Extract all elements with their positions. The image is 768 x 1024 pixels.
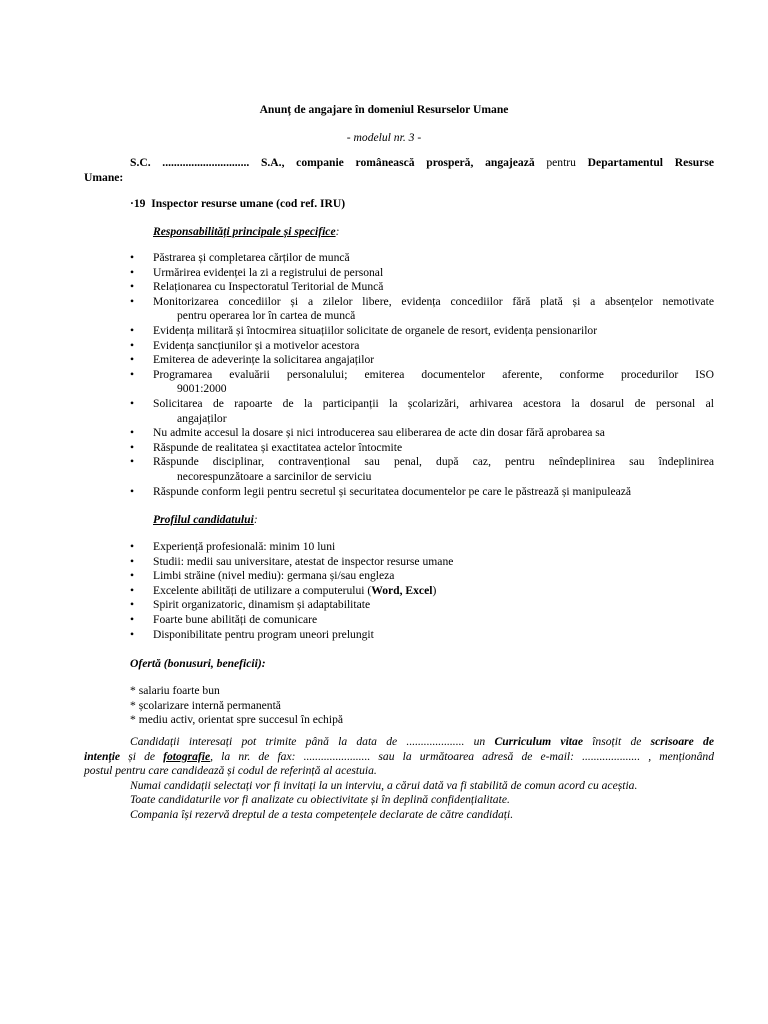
closing-interview: Numai candidații selectați vor fi invitați la un interviu, a cărui dată va fi stabilită de comun acord cu aceștia. — [130, 778, 638, 792]
offer-item: * mediu activ, orientat spre succesul în echipă — [130, 713, 344, 727]
responsibility-text-cont: necorespunzătoare a sarcinilor de serviciu — [177, 469, 372, 483]
intro-line-1 — [84, 156, 714, 171]
responsibility-item — [130, 368, 714, 397]
profile-item — [130, 598, 714, 613]
profile-text: Disponibilitate pentru program uneori prelungit — [153, 627, 374, 641]
responsibility-item — [130, 266, 714, 281]
bullet-icon: • — [130, 627, 135, 641]
bullet-icon: • — [130, 554, 135, 568]
profile-list — [130, 540, 714, 642]
responsibility-text: Emiterea de adeverințe la solicitarea angajaților — [153, 353, 375, 367]
profile-text: Spirit organizatoric, dinamism și adaptabilitate — [153, 598, 371, 612]
responsibility-item — [130, 441, 714, 456]
responsibility-text: Nu admite accesul la dosare și nici introducerea sau eliberarea de acte din dosar fără aprobarea sa — [153, 426, 605, 440]
responsibility-text: Urmărirea evidenței la zi a registrului de personal — [153, 265, 384, 279]
responsibility-item — [130, 353, 714, 368]
bullet-icon: • — [130, 294, 135, 308]
responsibility-text-cont: pentru operarea lor în cartea de muncă — [177, 309, 356, 323]
document-subtitle: - modelul nr. 3 - — [346, 131, 422, 144]
responsibilities-heading: Responsabilități principale și specifice: — [153, 225, 340, 238]
closing-confidentiality: Toate candidaturile vor fi analizate cu obiectivitate și în deplină confidențialitate. — [130, 793, 510, 807]
bullet-icon: • — [130, 338, 135, 352]
intro-for: pentru — [534, 156, 588, 169]
responsibility-item — [130, 397, 714, 426]
closing-line-3: postul pentru care candidează și codul de referință al acestuia. — [84, 764, 377, 778]
responsibility-item — [130, 280, 714, 295]
document-title: Anunț de angajare în domeniul Resurselor Umane — [259, 103, 509, 116]
responsibilities-list — [130, 251, 714, 499]
responsibility-item — [130, 455, 714, 484]
offer-item: * școlarizare internă permanentă — [130, 698, 281, 712]
profile-text: Studii: medii sau universitare, atestat de inspector resurse umane — [153, 554, 454, 568]
bullet-icon: • — [130, 612, 135, 626]
bullet-icon: • — [130, 396, 135, 410]
offer-heading: Ofertă (bonusuri, beneficii): — [130, 657, 266, 670]
responsibility-text-cont: 9001:2000 — [177, 382, 227, 396]
profile-text: Limbi străine (nivel mediu): germana și/sau engleza — [153, 569, 395, 583]
responsibility-text: Răspunde de realitatea și exactitatea actelor întocmite — [153, 440, 403, 454]
offer-item: * salariu foarte bun — [130, 684, 220, 697]
department-name-cont: Umane: — [84, 170, 124, 184]
profile-item — [130, 555, 714, 570]
profile-item — [130, 540, 714, 555]
bullet-icon: • — [130, 455, 135, 469]
closing-line-1: Candidații interesați pot trimite până la data de .................... un Curriculum vitae însoțit de scrisoare de — [130, 735, 714, 748]
profile-text: Excelente abilități de utilizare a computerului ( — [153, 583, 372, 597]
responsibility-item — [130, 426, 714, 441]
bullet-icon: • — [130, 251, 135, 264]
profile-item — [130, 584, 714, 599]
responsibility-item — [130, 339, 714, 354]
responsibility-text: Monitorizarea concediilor și a zilelor libere, evidența concediilor fără plată și a absențelor nemotivate — [153, 294, 714, 308]
closing-line-2: intenție și de fotografie, la nr. de fax: ....................... sau la următoarea adresă de e-mail: .................... , menționând — [84, 749, 714, 763]
position-heading — [130, 197, 345, 212]
profile-heading: Profilul candidatului: — [153, 513, 258, 526]
responsibility-item — [130, 295, 714, 324]
bullet-icon: • — [130, 367, 135, 381]
intro-paragraph — [84, 156, 714, 185]
bullet-icon: • — [130, 569, 135, 583]
company-intro: S.C. .............................. S.A., companie românească prosperă, angajează — [130, 156, 535, 169]
bullet-icon: • — [130, 280, 135, 294]
responsibility-text: Răspunde conform legii pentru secretul și securitatea documentelor pe care le păstrează și manipulează — [153, 484, 632, 498]
responsibility-item — [130, 251, 714, 266]
profile-text: Foarte bune abilități de comunicare — [153, 612, 318, 626]
bullet-icon: • — [130, 484, 135, 498]
closing-rights: Compania își rezervă dreptul de a testa competențele declarate de către candidați. — [130, 807, 514, 821]
responsibility-text: Programarea evaluării personalului; emiterea documentelor aferente, conforme procedurilor ISO — [153, 367, 714, 381]
offer-list — [130, 684, 343, 728]
closing-paragraph — [84, 735, 714, 823]
bullet-icon: • — [130, 440, 135, 454]
profile-text: Experiență profesională: minim 10 luni — [153, 540, 336, 553]
position-number: ·19 — [130, 197, 146, 210]
responsibility-text: Păstrarea și completarea cărților de muncă — [153, 251, 350, 264]
department-name: Departamentul Resurse — [587, 156, 714, 169]
bullet-icon: • — [130, 323, 135, 337]
responsibility-text: Evidența militară și întocmirea situațiilor solicitate de organele de resort, evidența pensionarilor — [153, 323, 598, 337]
computer-skills-close: ) — [432, 583, 437, 597]
bullet-icon: • — [130, 540, 135, 553]
bullet-icon: • — [130, 353, 135, 367]
responsibility-item — [130, 324, 714, 339]
responsibility-text: Solicitarea de rapoarte de la participanții la școlarizări, arhivarea acestora la dosarul de personal al — [153, 396, 714, 410]
bullet-icon: • — [130, 426, 135, 440]
bullet-icon: • — [130, 598, 135, 612]
profile-item — [130, 628, 714, 643]
profile-item — [130, 613, 714, 628]
computer-skills: Word, Excel — [371, 583, 433, 597]
responsibility-text: Relaționarea cu Inspectoratul Teritorial de Muncă — [153, 280, 384, 294]
responsibility-item — [130, 485, 714, 500]
responsibility-text: Evidența sancțiunilor și a motivelor acestora — [153, 338, 360, 352]
profile-item — [130, 569, 714, 584]
responsibility-text-cont: angajaților — [177, 411, 227, 425]
position-title: Inspector resurse umane (cod ref. IRU) — [151, 197, 346, 210]
bullet-icon: • — [130, 265, 135, 279]
bullet-icon: • — [130, 583, 135, 597]
responsibility-text: Răspunde disciplinar, contravențional sau penal, după caz, pentru neîndeplinirea sau îndeplinirea — [153, 455, 714, 469]
